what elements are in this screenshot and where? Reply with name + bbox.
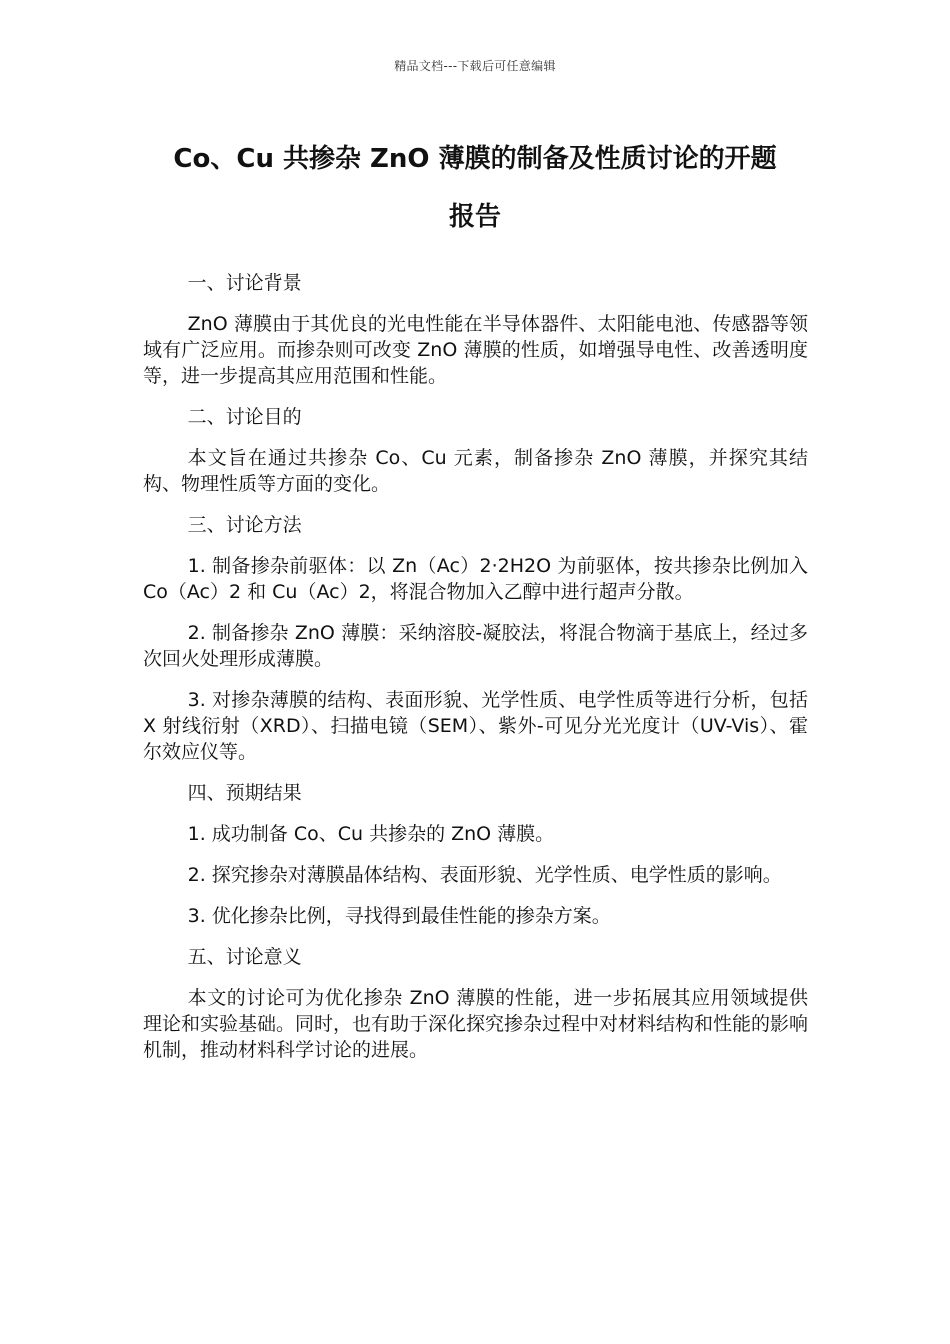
- result-item-1: 1. 成功制备 Co、Cu 共掺杂的 ZnO 薄膜。: [187, 823, 555, 845]
- result-item-3: 3. 优化掺杂比例，寻找得到最佳性能的掺杂方案。: [187, 905, 611, 927]
- paragraph-background: ZnO 薄膜由于其优良的光电性能在半导体器件、太阳能电池、传感器等领域有广泛应用。而掺杂则可改变 ZnO 薄膜的性质，如增强导电性、改善透明度等，进一步提高其应用范围和性能。: [143, 313, 808, 387]
- title-line-1: Co、Cu 共掺杂 ZnO 薄膜的制备及性质讨论的开题: [173, 144, 777, 174]
- method-item-3: 3. 对掺杂薄膜的结构、表面形貌、光学性质、电学性质等进行分析，包括 X 射线衍射（XRD）、扫描电镜（SEM）、紫外-可见分光光度计（UV-Vis）、霍尔效应仪等。: [143, 689, 808, 763]
- section-heading-background: 一、讨论背景: [187, 272, 302, 294]
- title-line-2: 报告: [448, 202, 501, 232]
- paragraph-significance: 本文的讨论可为优化掺杂 ZnO 薄膜的性能，进一步拓展其应用领域提供理论和实验基础。同时，也有助于深化探究掺杂过程中对材料结构和性能的影响机制，推动材料科学讨论的进展。: [143, 987, 809, 1061]
- method-item-1: 1. 制备掺杂前驱体：以 Zn（Ac）2·2H2O 为前驱体，按共掺杂比例加入 Co（Ac）2 和 Cu（Ac）2，将混合物加入乙醇中进行超声分散。: [143, 555, 808, 603]
- result-item-2: 2. 探究掺杂对薄膜晶体结构、表面形貌、光学性质、电学性质的影响。: [187, 864, 782, 886]
- section-heading-purpose: 二、讨论目的: [187, 406, 302, 428]
- paragraph-purpose: 本文旨在通过共掺杂 Co、Cu 元素，制备掺杂 ZnO 薄膜，并探究其结构、物理性质等方面的变化。: [143, 447, 808, 495]
- method-item-2: 2. 制备掺杂 ZnO 薄膜：采纳溶胶-凝胶法，将混合物滴于基底上，经过多次回火处理形成薄膜。: [143, 622, 808, 670]
- section-heading-significance: 五、讨论意义: [187, 946, 302, 968]
- section-heading-expected-results: 四、预期结果: [187, 782, 302, 804]
- document-title: [120, 130, 830, 246]
- document-body: [143, 270, 808, 1078]
- header-note: 精品文档---下载后可任意编辑: [394, 59, 556, 73]
- section-heading-method: 三、讨论方法: [187, 514, 302, 536]
